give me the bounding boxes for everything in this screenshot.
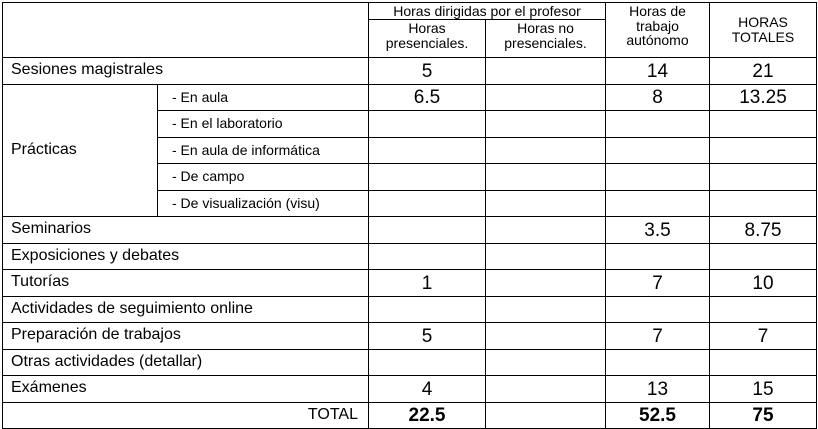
row-label: Preparación de trabajos <box>3 323 369 350</box>
row-label: Otras actividades (detallar) <box>3 349 369 376</box>
cell-total <box>710 349 817 376</box>
header-no-presenciales <box>486 20 606 58</box>
cell-presenciales <box>369 190 486 217</box>
total-horas: 75 <box>710 402 817 429</box>
cell-total: 21 <box>710 58 817 85</box>
cell-total <box>710 296 817 323</box>
cell-autonomo: 8 <box>606 84 710 111</box>
total-no-presenciales <box>486 402 606 429</box>
row-preparacion <box>3 323 817 350</box>
row-exposiciones <box>3 243 817 270</box>
header-presenciales-line-2: presenciales. <box>385 34 469 51</box>
header-autonomo-line-3: autónomo <box>626 32 689 49</box>
cell-no-presenciales <box>486 84 606 111</box>
row-label: Actividades de seguimiento online <box>3 296 369 323</box>
cell-total <box>710 137 817 164</box>
cell-autonomo: 14 <box>606 58 710 85</box>
cell-autonomo <box>606 190 710 217</box>
cell-total <box>710 190 817 217</box>
row-total <box>3 402 817 429</box>
row-seguimiento <box>3 296 817 323</box>
cell-no-presenciales <box>486 217 606 244</box>
cell-presenciales <box>369 137 486 164</box>
row-examenes <box>3 376 817 403</box>
cell-no-presenciales <box>486 190 606 217</box>
header-autonomo-line-2: trabajo <box>636 17 679 34</box>
total-autonomo: 52.5 <box>606 402 710 429</box>
header-presenciales-line-1: Horas <box>408 20 446 36</box>
cell-no-presenciales <box>486 243 606 270</box>
cell-presenciales: 5 <box>369 58 486 85</box>
row-seminarios <box>3 217 817 244</box>
cell-total: 10 <box>710 270 817 297</box>
cell-no-presenciales <box>486 164 606 191</box>
header-totales-line-1: HORAS <box>738 14 788 31</box>
header-no-presenciales-line-1: Horas no <box>517 20 574 36</box>
cell-presenciales: 4 <box>369 376 486 403</box>
cell-no-presenciales <box>486 323 606 350</box>
cell-total <box>710 111 817 138</box>
header-totales <box>710 3 817 58</box>
cell-no-presenciales <box>486 137 606 164</box>
cell-autonomo <box>606 296 710 323</box>
row-sublabel: - De visualización (visu) <box>158 190 369 217</box>
cell-autonomo <box>606 137 710 164</box>
header-presenciales <box>369 20 486 58</box>
cell-no-presenciales <box>486 296 606 323</box>
row-sublabel: - En el laboratorio <box>158 111 369 138</box>
cell-presenciales <box>369 164 486 191</box>
cell-no-presenciales <box>486 349 606 376</box>
cell-autonomo: 13 <box>606 376 710 403</box>
cell-presenciales: 5 <box>369 323 486 350</box>
cell-autonomo <box>606 243 710 270</box>
cell-total <box>710 243 817 270</box>
header-row-1 <box>3 3 817 20</box>
cell-autonomo: 3.5 <box>606 217 710 244</box>
cell-total: 8.75 <box>710 217 817 244</box>
row-practicas-aula <box>3 84 817 111</box>
cell-presenciales <box>369 243 486 270</box>
cell-no-presenciales <box>486 58 606 85</box>
cell-presenciales <box>369 111 486 138</box>
cell-presenciales: 1 <box>369 270 486 297</box>
header-autonomo <box>606 3 710 58</box>
row-label: Exámenes <box>3 376 369 403</box>
cell-presenciales <box>369 349 486 376</box>
cell-autonomo <box>606 164 710 191</box>
cell-autonomo <box>606 111 710 138</box>
total-label: TOTAL <box>3 402 369 429</box>
cell-no-presenciales <box>486 270 606 297</box>
cell-total: 13.25 <box>710 84 817 111</box>
row-sublabel: - En aula <box>158 84 369 111</box>
total-presenciales: 22.5 <box>369 402 486 429</box>
row-tutorias <box>3 270 817 297</box>
table-wrapper <box>2 2 818 429</box>
cell-no-presenciales <box>486 376 606 403</box>
cell-autonomo: 7 <box>606 270 710 297</box>
cell-presenciales <box>369 296 486 323</box>
header-empty-cell <box>3 3 369 58</box>
header-no-presenciales-line-2: presenciales. <box>504 34 587 51</box>
row-sublabel: - De campo <box>158 164 369 191</box>
row-label: Exposiciones y debates <box>3 243 369 270</box>
hours-table <box>2 2 817 429</box>
practicas-label: Prácticas <box>3 84 158 217</box>
cell-total: 15 <box>710 376 817 403</box>
cell-total <box>710 164 817 191</box>
cell-autonomo <box>606 349 710 376</box>
row-sesiones <box>3 58 817 85</box>
cell-presenciales: 6.5 <box>369 84 486 111</box>
row-label: Seminarios <box>3 217 369 244</box>
cell-autonomo: 7 <box>606 323 710 350</box>
cell-presenciales <box>369 217 486 244</box>
row-otras <box>3 349 817 376</box>
cell-total: 7 <box>710 323 817 350</box>
row-sublabel: - En aula de informática <box>158 137 369 164</box>
cell-no-presenciales <box>486 111 606 138</box>
header-group-profesor: Horas dirigidas por el profesor <box>369 3 606 20</box>
header-autonomo-line-1: Horas de <box>629 3 686 19</box>
header-totales-line-2: TOTALES <box>731 29 795 45</box>
row-label: Tutorías <box>3 270 369 297</box>
row-label: Sesiones magistrales <box>3 58 369 85</box>
